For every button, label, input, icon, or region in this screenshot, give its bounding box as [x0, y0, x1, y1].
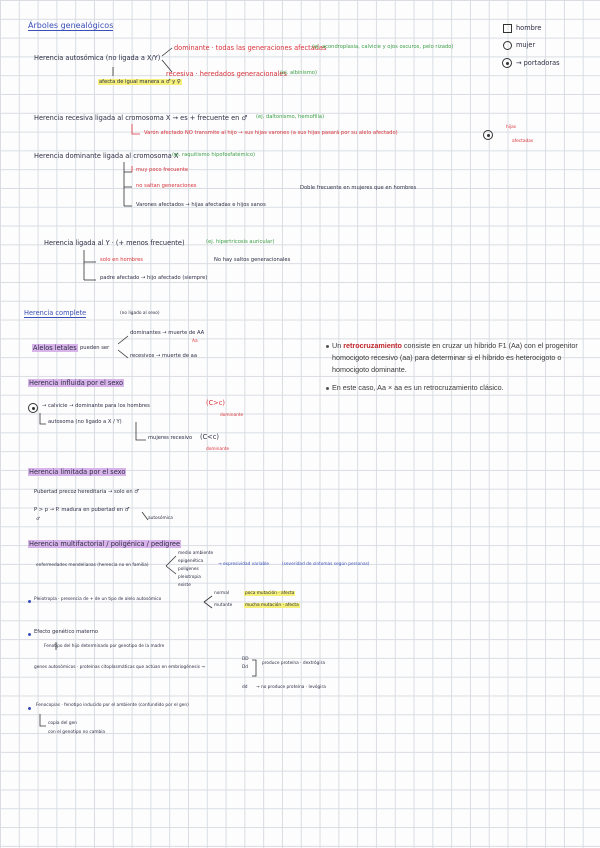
gene-res2: → no produce proteína · levógira — [256, 685, 326, 690]
multi-opt-1: epigenética — [178, 559, 204, 564]
y-linked-example: (ej. hipertricosis auricular) — [206, 239, 275, 245]
gene-line1: Fenotipo del hijo determinado por genotipo de la madre — [44, 644, 165, 649]
square-male-icon — [503, 24, 512, 33]
x-dominant-example: (ej. raquitismo hipofosfatémico) — [172, 152, 256, 158]
multi-opt-0: medio ambiente — [178, 551, 214, 556]
limited-line1: Pubertad precoz hereditaria → solo en ♂ — [34, 489, 139, 495]
pleio-bullet — [28, 600, 31, 603]
legend-carrier: → portadoras — [516, 59, 560, 67]
limited-line3: ♂ — [36, 517, 40, 522]
multi-line1: enfermedades mendelianas (herencia no en familia) — [36, 563, 149, 568]
influenced-mujer: mujeres recesivo — [148, 435, 193, 441]
y-linked-right: No hay saltos generacionales — [214, 257, 291, 263]
phenocopy-bullet — [28, 707, 31, 710]
lethal-text: pueden ser — [80, 345, 110, 351]
typed-note-2: En este caso, Aa × aa es un retrocruzamiento clásico. — [332, 383, 504, 392]
pleio-opt1: normal — [214, 591, 230, 596]
influenced-line1: → calvicie → dominante para los hombres — [42, 403, 150, 409]
multi-expr2: (severidad de síntomas según personas) — [282, 562, 370, 567]
autosomal-dominant: dominante · todas las generaciones afectadas — [174, 44, 327, 52]
legend-male: hombre — [516, 24, 542, 32]
multifactorial-label: Herencia multifactorial / poligénica / pedigree — [29, 540, 181, 548]
gene-bullet — [28, 633, 31, 636]
lethal-label: Alelos letales — [33, 344, 77, 352]
x-recessive-side2: afectadas — [512, 139, 534, 144]
typed-note-1: Un retrocruzamiento consiste en cruzar un híbrido F1 (Aa) con el progenitor homocigoto recesivo (aa) para determinar si el híbrido es heterocigoto o homocigoto dominante. — [332, 341, 578, 374]
x-dominant-right: Doble frecuente en mujeres que en hombres — [300, 185, 417, 191]
pleiotropia: Pleiotropía · presencia de + de un tipo de alelo autosómico — [34, 597, 162, 602]
x-recessive-example: (ej. daltonismo, hemofilia) — [256, 114, 325, 120]
limited-line2: P > p → P. madura en pubertad en ♂ — [34, 507, 130, 513]
multi-opt-2: poligenes — [178, 567, 199, 572]
x-recessive-side1: hijas — [506, 125, 516, 130]
x-recessive-heading: Herencia recesiva ligada al cromosoma X → es + frecuente en ♂ — [34, 114, 248, 122]
lethal-dominant: dominantes → muerte de AA — [130, 330, 205, 336]
lethal-recessive: recesivos → muerte de aa — [130, 353, 198, 359]
pleio-res1: poca mutación · afecta — [245, 591, 295, 596]
gene-effect: Efecto genético materno — [34, 629, 99, 635]
page-title: Árboles genealógicos — [28, 21, 114, 30]
circle-female-icon — [503, 41, 512, 50]
x-dominant-item3: Varones afectados → hijas afectadas e hijos sanos — [136, 202, 266, 208]
x-recessive-note: Varón afectado NO transmite al hijo → sus hijas varones (a sus hijas pasará por su alelo afectado) — [144, 130, 398, 136]
lethal-dominant2: Aa — [192, 339, 198, 344]
dotted-circle-carrier-icon — [502, 58, 512, 68]
legend-female: mujer — [516, 41, 536, 49]
x-dominant-item2: no saltan generaciones — [136, 183, 197, 189]
complete-heading-note: (no ligado al sexo) — [120, 311, 160, 316]
multi-expr: → expresividad variable — [218, 562, 270, 567]
influenced-line2: autosoma (no ligado a X / Y) — [48, 419, 122, 425]
phenocopy: Fenocopias · fenotipo inducido por el ambiente (confundido por el gen) — [36, 703, 189, 708]
autosomal-sub: afecta de igual manera a ♂ y ♀ — [99, 79, 181, 85]
y-linked-item2: padre afectado → hijo afectado (siempre) — [100, 275, 208, 281]
x-dominant-heading: Herencia dominante ligada al cromosoma X — [34, 152, 179, 160]
gene-dd3: dd — [242, 685, 248, 690]
limited-label: Herencia limitada por el sexo — [29, 468, 126, 476]
influenced-expr-note: dominante — [220, 413, 244, 418]
pleio-res2: mucha mutación · afecta — [245, 603, 299, 608]
autosomal-dominant-example: (ej. acondroplasia, calvicie y ojos oscuros, pelo rizado) — [312, 44, 454, 50]
multi-opt-3: pleiotropia — [178, 575, 201, 580]
influenced-circle-icon — [28, 403, 38, 413]
influenced-expr: (C>c) — [206, 399, 225, 407]
limited-line4: autosómica — [148, 516, 173, 521]
phenocopy-sub2: con el genotipo no cambia — [48, 730, 106, 735]
autosomal-recessive-example: (ej. albinismo) — [280, 70, 317, 76]
typed-bullet-1 — [326, 345, 329, 348]
pleio-opt2: mutante — [214, 603, 233, 608]
influenced-mujer-expr: (C<c) — [200, 433, 219, 441]
phenocopy-sub: copia del gen — [48, 721, 77, 726]
gene-line2: genes autosómicos · proteínas citoplasmáticas que actúan en embriogénesis → — [34, 665, 205, 670]
x-dominant-item1: muy poco frecuente — [136, 167, 189, 173]
influenced-mujer-note: dominante — [206, 447, 230, 452]
gene-dd: DD — [242, 657, 249, 662]
multi-opt-4: existe — [178, 583, 191, 588]
complete-heading: Herencia complete — [24, 309, 87, 317]
gene-res1: produce proteína · dextrógira — [262, 661, 326, 666]
influenced-label: Herencia influida por el sexo — [29, 379, 124, 387]
typed-bullet-2 — [326, 387, 329, 390]
y-linked-heading: Herencia ligada al Y · (+ menos frecuente) — [44, 239, 185, 247]
y-linked-item1: solo en hombres — [100, 257, 143, 263]
autosomal-recessive: recesiva · heredados generacionales — [166, 70, 287, 78]
autosomal-heading: Herencia autosómica (no ligada a X/Y) — [34, 54, 161, 62]
carrier-circle-icon — [483, 130, 493, 140]
gene-dd2: Dd — [242, 665, 249, 670]
